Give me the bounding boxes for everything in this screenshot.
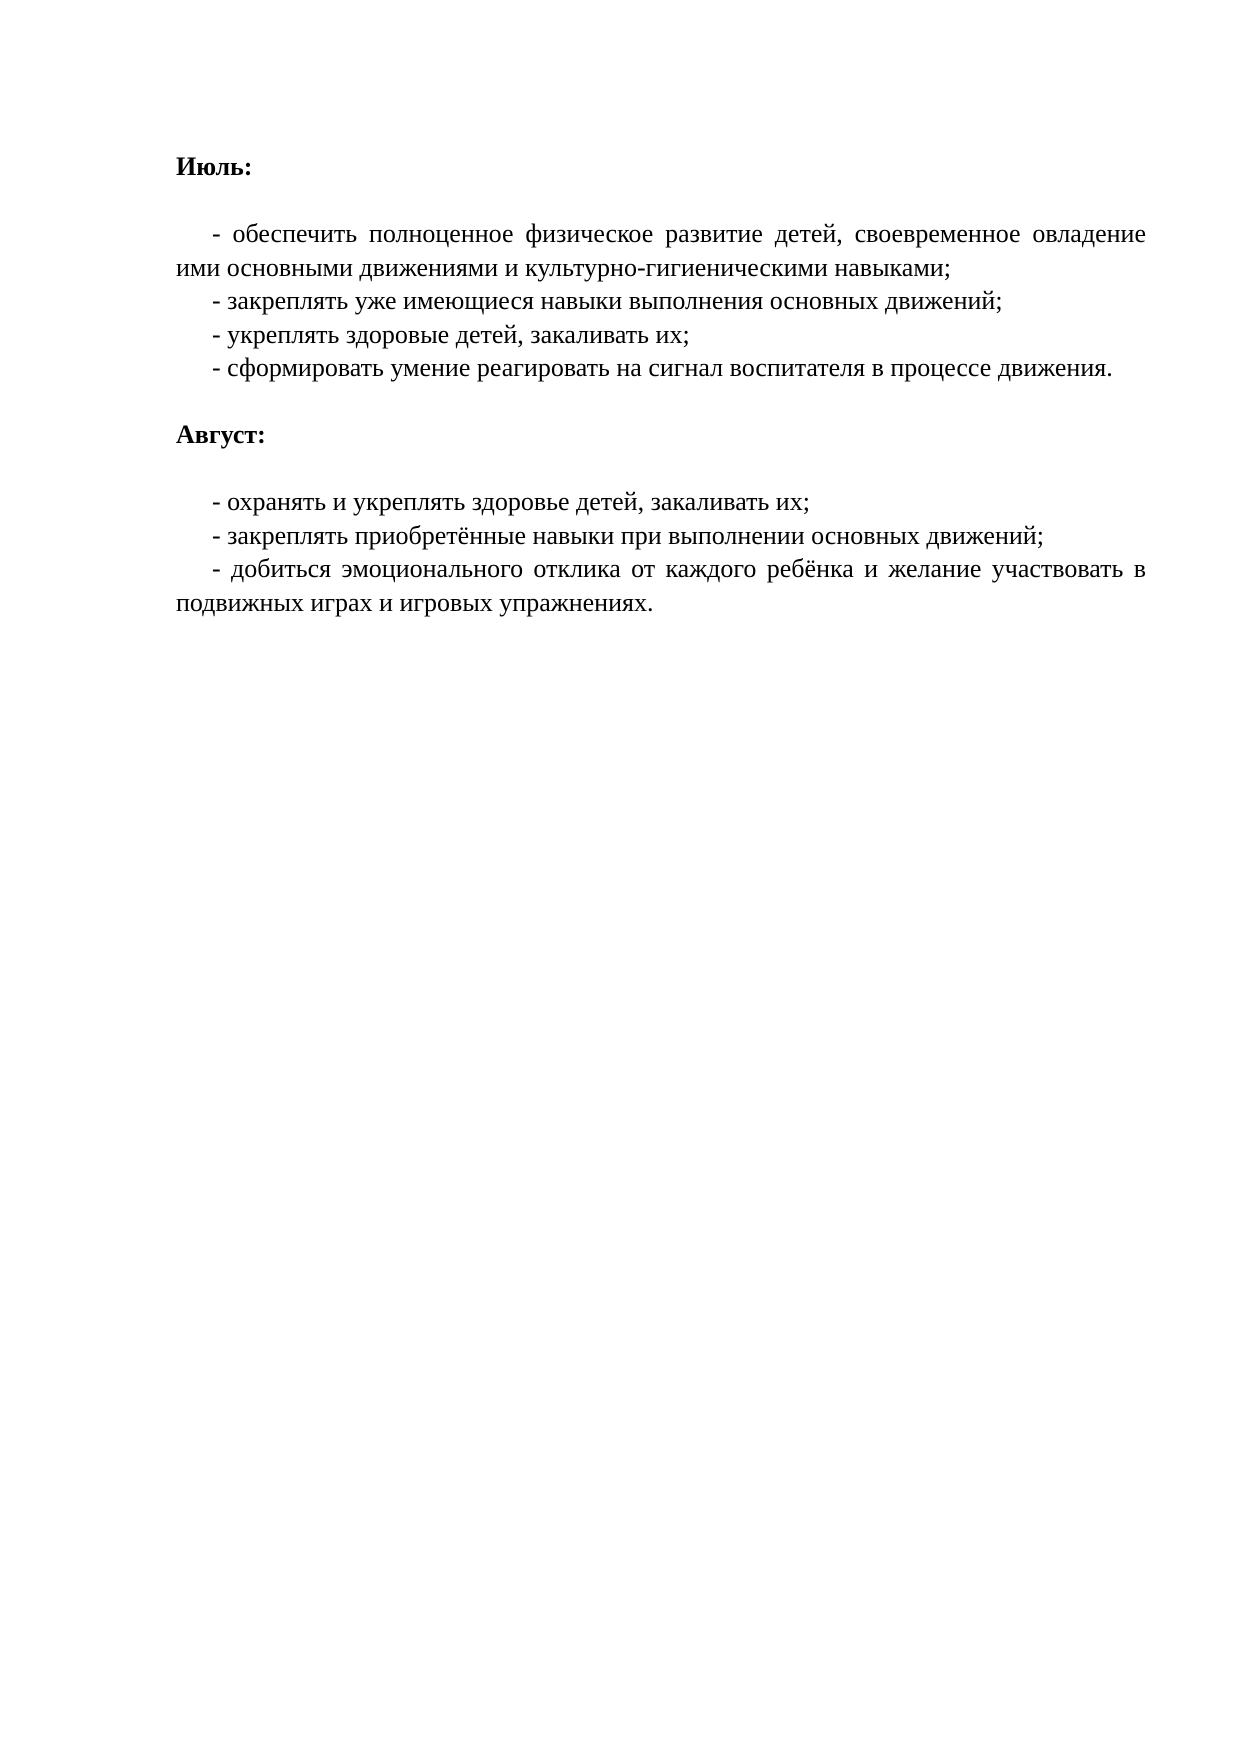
spacer: [176, 184, 1146, 218]
list-item: - закреплять уже имеющиеся навыки выполнения основных движений;: [212, 286, 1003, 315]
section-heading: Август:: [176, 420, 266, 449]
section-august: [176, 418, 1146, 619]
section-gap: [176, 385, 1146, 419]
section-heading: Июль:: [176, 152, 253, 181]
list-item: - сформировать умение реагировать на сигнал воспитателя в процессе движения.: [212, 353, 1113, 382]
list-item: - обеспечить полноценное физическое развитие детей, своевременное овладение ими основными движениями и культурно-гигиеническими навыками;: [176, 219, 1146, 282]
spacer: [176, 452, 1146, 486]
list-item: - охранять и укреплять здоровье детей, закаливать их;: [212, 487, 810, 516]
section-july: [176, 150, 1146, 385]
list-item: - добиться эмоционального отклика от каждого ребёнка и желание участвовать в подвижных играх и игровых упражнениях.: [176, 554, 1146, 617]
list-item: - укреплять здоровые детей, закаливать их;: [212, 319, 690, 349]
document-body: [176, 150, 1146, 619]
list-item: - закреплять приобретённые навыки при выполнении основных движений;: [212, 520, 1044, 550]
